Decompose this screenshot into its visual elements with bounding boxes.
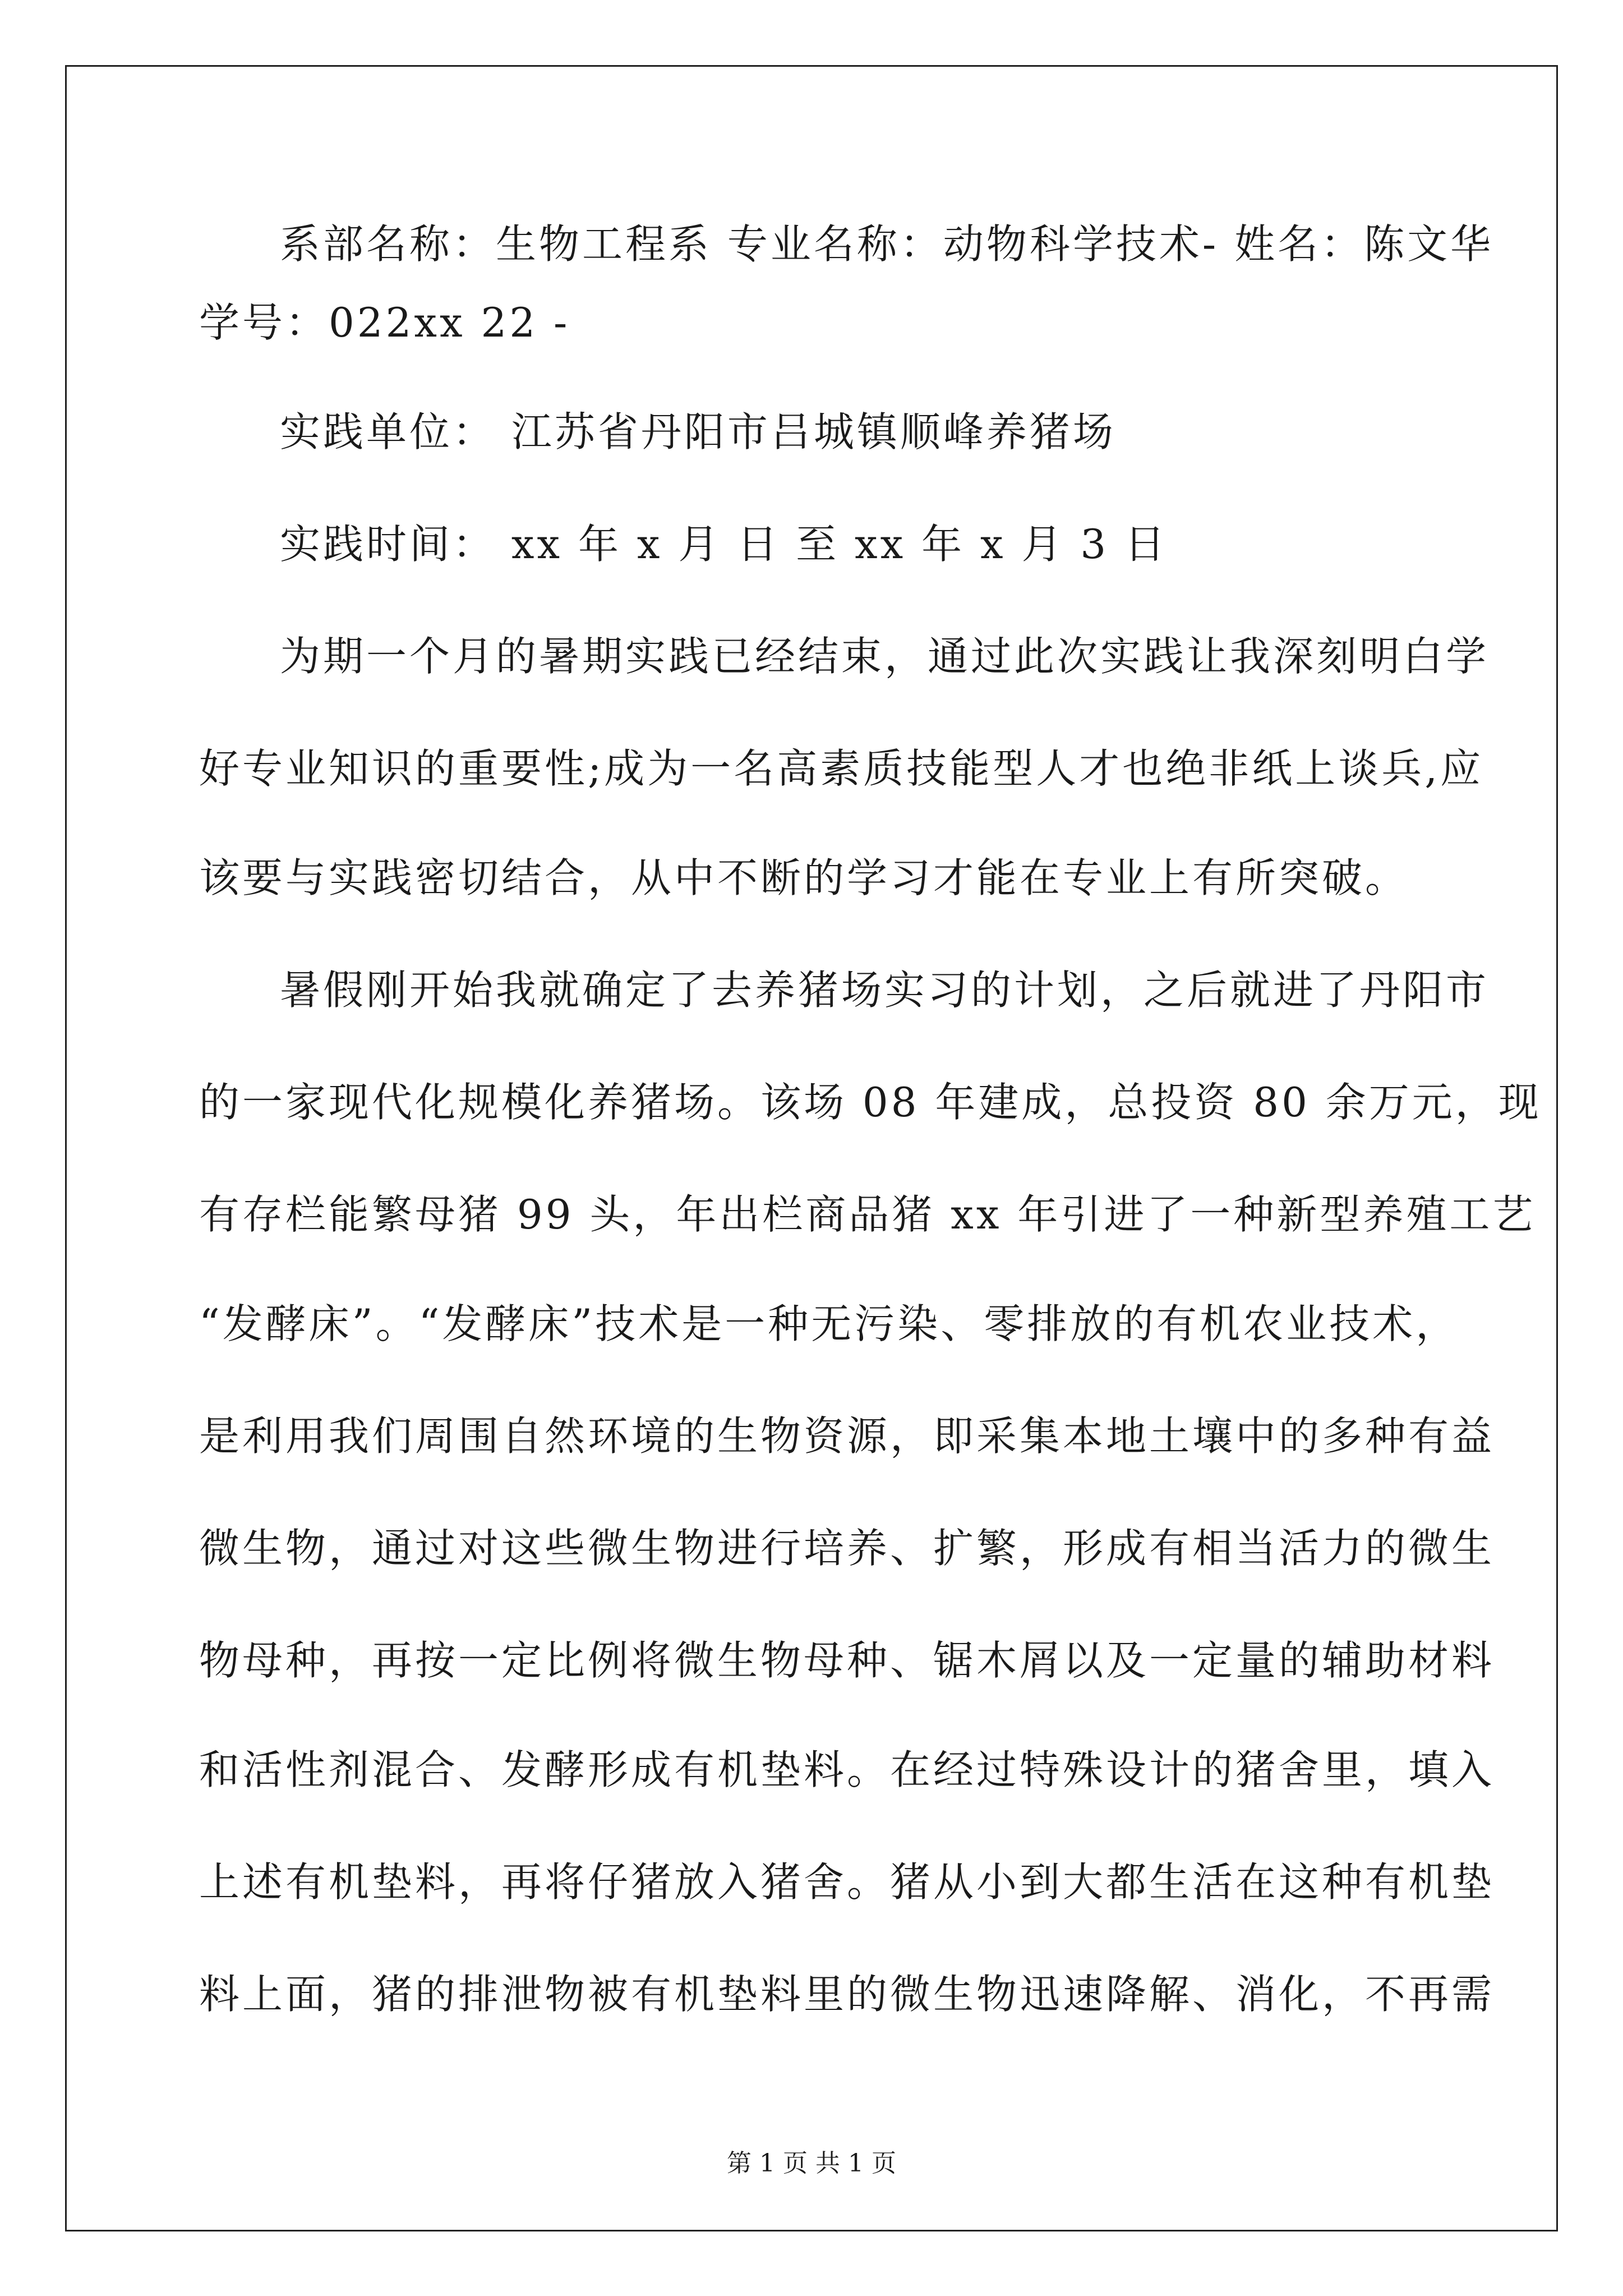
paragraph-line: 是利用我们周围自然环境的生物资源，即采集本地土壤中的多种有益 <box>199 1412 1495 1460</box>
page-number-footer: 第 1 页 共 1 页 <box>727 2149 896 2178</box>
paragraph-line: 该要与实践密切结合，从中不断的学习才能在专业上有所突破。 <box>199 854 1409 901</box>
paragraph-line: 为期一个月的暑期实践已经结束，通过此次实践让我深刻明白学 <box>280 633 1490 680</box>
paragraph-line: “发酵床”。“发酵床”技术是一种无污染、零排放的有机农业技术， <box>199 1300 1459 1347</box>
paragraph-line: 和活性剂混合、发酵形成有机垫料。在经过特殊设计的猪舍里，填入 <box>199 1746 1495 1793</box>
paragraph-line: 物母种，再按一定比例将微生物母种、锯木屑以及一定量的辅助材料 <box>199 1637 1495 1684</box>
paragraph-line: 有存栏能繁母猪 99 头，年出栏商品猪 xx 年引进了一种新型养殖工艺 <box>199 1191 1536 1238</box>
paragraph-line: 好专业知识的重要性;成为一名高素质技能型人才也绝非纸上谈兵,应 <box>199 745 1484 792</box>
info-line-department: 系部名称：生物工程系 专业名称：动物科学技术- 姓名：陈文华 <box>280 220 1494 268</box>
info-line-practice-time: 实践时间： xx 年 x 月 日 至 xx 年 x 月 3 日 <box>280 521 1168 568</box>
paragraph-line: 的一家现代化规模化养猪场。该场 08 年建成，总投资 80 余万元，现 <box>199 1079 1542 1126</box>
paragraph-line: 料上面，猪的排泄物被有机垫料里的微生物迅速降解、消化，不再需 <box>199 1971 1495 2018</box>
paragraph-line: 上述有机垫料，再将仔猪放入猪舍。猪从小到大都生活在这种有机垫 <box>199 1858 1495 1906</box>
info-line-student-id: 学号：022xx 22 - <box>199 299 570 346</box>
info-line-practice-unit: 实践单位： 江苏省丹阳市吕城镇顺峰养猪场 <box>280 408 1116 455</box>
paragraph-line: 微生物，通过对这些微生物进行培养、扩繁，形成有相当活力的微生 <box>199 1525 1495 1572</box>
paragraph-line: 暑假刚开始我就确定了去养猪场实习的计划，之后就进了丹阳市 <box>280 967 1490 1014</box>
